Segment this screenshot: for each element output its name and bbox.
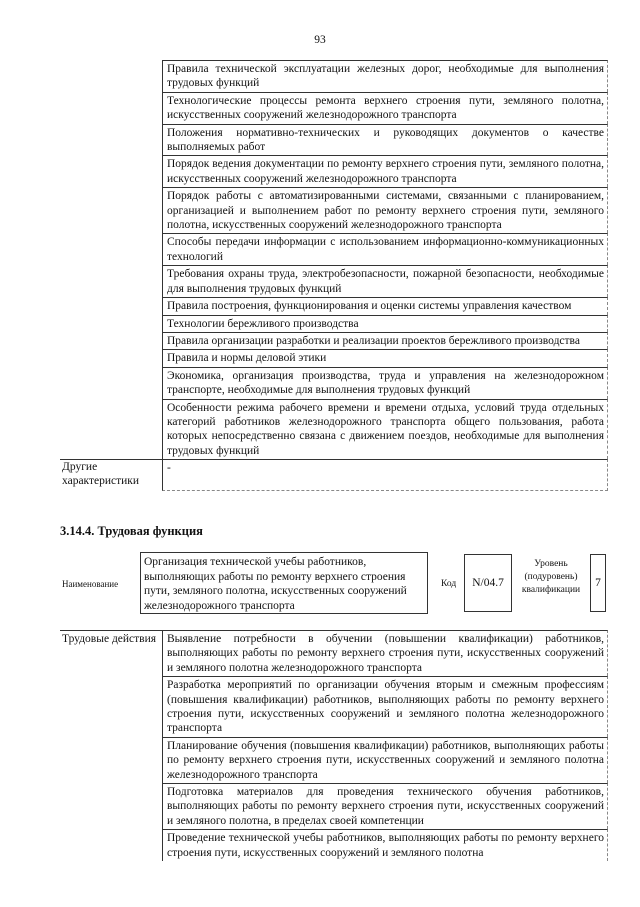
name-label: Наименование <box>62 579 119 589</box>
name-value: Организация технической учебы работников, выполняющих работы по ремонту верхнего строения пути, земляного полотна, искусственных сооружений железнодорожного транспорта <box>140 552 428 614</box>
knowledge-item: Экономика, организация производства, труда и управления на железнодорожном транспорте, необходимые для выполнения трудовых функций <box>162 367 608 399</box>
level-label: Уровень (подуровень) квалификации <box>521 559 581 595</box>
function-name-block <box>60 552 608 616</box>
labor-action-item: Проведение технической учебы работников, выполняющих работы по ремонту верхнего строения пути, искусственных сооружений и земляного полотна <box>162 829 608 861</box>
knowledge-item: Порядок работы с автоматизированными системами, связанными с планированием, организацией и выполнением работ по ремонту верхнего строения пути, земляного полотна, искусственных сооружений железнодорожного транспорта <box>162 187 608 233</box>
code-label: Код <box>441 579 457 589</box>
labor-action-item: Планирование обучения (повышения квалификации) работников, выполняющих работы по ремонту верхнего строения пути, искусственных сооружений и земляного полотна железнодорожного транспорта <box>162 737 608 783</box>
knowledge-item: Положения нормативно-технических и руководящих документов о качестве выполняемых работ <box>162 124 608 156</box>
knowledge-items <box>162 60 608 459</box>
other-characteristics-label: Другие характеристики <box>60 459 162 491</box>
code-value: N/04.7 <box>464 554 512 612</box>
other-characteristics-row <box>60 459 608 491</box>
labor-actions-table <box>60 630 608 861</box>
labor-actions-label: Трудовые действия <box>60 630 162 861</box>
page-number: 93 <box>314 34 326 46</box>
knowledge-table <box>60 60 608 491</box>
labor-action-item: Выявление потребности в обучении (повышении квалификации) работников, выполняющих работы по ремонту верхнего строения пути, искусственных сооружений и земляного полотна железнодорожного транспорта <box>162 630 608 676</box>
knowledge-item: Технологии бережливого производства <box>162 315 608 332</box>
knowledge-item: Правила построения, функционирования и оценки системы управления качеством <box>162 297 608 314</box>
knowledge-item: Порядок ведения документации по ремонту верхнего строения пути, земляного полотна, искусственных сооружений железнодорожного транспорта <box>162 155 608 187</box>
knowledge-item: Способы передачи информации с использованием информационно-коммуникационных технологий <box>162 233 608 265</box>
knowledge-item: Правила организации разработки и реализации проектов бережливого производства <box>162 332 608 349</box>
section-heading: 3.14.4. Трудовая функция <box>60 524 203 538</box>
level-value: 7 <box>590 554 606 612</box>
knowledge-row <box>60 60 608 459</box>
knowledge-item: Особенности режима рабочего времени и времени отдыха, условий труда отдельных категорий работников железнодорожного транспорта общего пользования, работа которых непосредственно связана с движением поездов, необходимые для выполнения трудовых функций <box>162 399 608 460</box>
labor-action-item: Разработка мероприятий по организации обучения вторым и смежным профессиям (повышения квалификации) работников, выполняющих работы по ремонту верхнего строения пути, искусственных сооружений и земляного полотна железнодорожного транспорта <box>162 676 608 737</box>
knowledge-label-cell <box>60 60 162 459</box>
knowledge-item: Требования охраны труда, электробезопасности, пожарной безопасности, необходимые для выполнения трудовых функций <box>162 265 608 297</box>
other-characteristics-value: - <box>162 459 608 491</box>
knowledge-item: Правила и нормы деловой этики <box>162 349 608 366</box>
knowledge-item: Правила технической эксплуатации железных дорог, необходимые для выполнения трудовых функций <box>162 60 608 92</box>
labor-action-item: Подготовка материалов для проведения технического обучения работников, выполняющих работы по ремонту верхнего строения пути, искусственных сооружений и земляного полотна, в пределах своей компетенции <box>162 783 608 829</box>
labor-actions-items <box>162 630 608 861</box>
knowledge-item: Технологические процессы ремонта верхнего строения пути, земляного полотна, искусственных сооружений железнодорожного транспорта <box>162 92 608 124</box>
labor-actions-row <box>60 630 608 861</box>
